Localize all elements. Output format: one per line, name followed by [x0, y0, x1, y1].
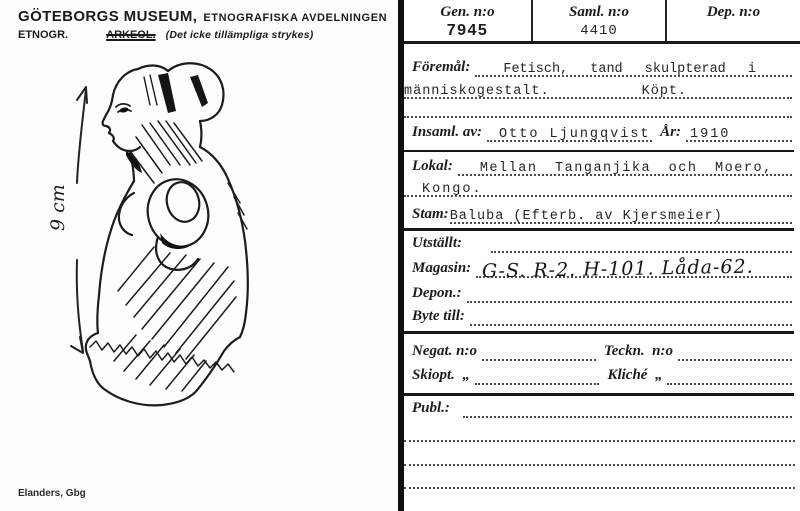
saml-no-label: Saml. n:o	[568, 4, 629, 20]
field-row-publ	[412, 396, 792, 418]
base-hatching	[114, 335, 206, 391]
scale-label: 9 cm	[47, 184, 69, 231]
torso-hatching	[118, 183, 247, 359]
negat-label: Negat. n:o	[412, 343, 477, 359]
strike-instruction-note: (Det icke tillämpliga strykes)	[165, 29, 314, 41]
gen-no-value: 7945	[446, 21, 489, 39]
artifact-sketch	[30, 55, 310, 415]
magasin-label: Magasin:	[412, 260, 472, 276]
dotted-line	[463, 394, 792, 418]
dotted-line	[476, 254, 792, 283]
byte-label: Byte till:	[412, 308, 465, 324]
neck-hatching	[130, 121, 202, 183]
dotted-line	[404, 418, 795, 442]
field-row-byte	[412, 304, 792, 326]
foremal-value-line2a: människogestalt.	[404, 83, 550, 99]
field-row-utstallt	[412, 231, 792, 253]
field-row-stam	[412, 202, 792, 224]
saml-no-value: 4410	[580, 22, 618, 39]
empty-dotted-row	[404, 96, 792, 118]
stam-label: Stam:	[412, 206, 449, 222]
category-etnogr: ETNOGR.	[18, 29, 69, 41]
dotted-line	[470, 302, 792, 326]
museum-header	[18, 8, 387, 26]
gen-no-label: Gen. n:o	[440, 4, 495, 20]
scale-arrow	[71, 87, 87, 353]
dep-no-label: Dep. n:o	[706, 4, 761, 20]
dotted-line	[404, 94, 792, 118]
field-row-depon	[412, 281, 792, 303]
foremal-label: Föremål:	[412, 59, 471, 75]
insaml-value: Otto Ljungqvist	[499, 126, 651, 142]
field-row-magasin	[412, 255, 792, 283]
saml-no-column	[531, 0, 665, 41]
magasin-value: G-S. R-2. H-101. Låda-62.	[482, 255, 755, 283]
skiopt-label: Skiopt. „	[412, 367, 470, 383]
publ-label: Publ.:	[412, 400, 450, 416]
category-line	[18, 29, 313, 41]
fetish-figure-drawing	[86, 63, 248, 405]
dotted-line	[686, 118, 792, 142]
dotted-line	[491, 229, 792, 253]
dotted-line	[487, 118, 652, 142]
empty-dotted-row	[404, 420, 795, 442]
foremal-value-line1: Fetisch, tand skulpterad i	[503, 61, 756, 77]
id-header-row	[404, 0, 800, 44]
dotted-line	[450, 200, 792, 224]
dotted-line	[404, 442, 795, 466]
lokal-value-line2: Kongo.	[422, 181, 483, 197]
category-arkeol-struck: ARKEOL.	[106, 29, 156, 41]
dotted-line	[482, 337, 596, 361]
catalog-card	[398, 0, 800, 511]
dotted-line	[667, 361, 792, 385]
dotted-line	[678, 337, 792, 361]
empty-dotted-row	[404, 444, 795, 466]
dotted-line	[404, 173, 792, 197]
field-row-foremal	[412, 55, 792, 77]
field-row-insaml	[412, 120, 792, 142]
foremal-value-line2b: Köpt.	[641, 83, 688, 99]
utstallt-label: Utställt:	[412, 235, 463, 251]
printer-mark: Elanders, Gbg	[18, 488, 86, 499]
kliche-label: Kliché „	[607, 367, 663, 383]
insaml-label: Insaml. av:	[412, 124, 483, 140]
dotted-line	[404, 465, 795, 489]
field-row-lokal-cont	[404, 175, 792, 197]
depon-label: Depon.:	[412, 285, 462, 301]
lokal-label: Lokal:	[412, 158, 453, 174]
dotted-line	[475, 361, 600, 385]
dotted-line	[475, 53, 792, 77]
teckn-label: Teckn. n:o	[603, 343, 674, 359]
year-value: 1910	[690, 126, 731, 142]
field-row-skiopt-kliche	[412, 363, 792, 385]
section-divider-thick	[404, 331, 794, 334]
year-label: År:	[660, 124, 681, 140]
stam-value: Baluba (Efterb. av Kjersmeier)	[449, 208, 723, 224]
dotted-line	[467, 279, 792, 303]
field-row-negat-teckn	[412, 339, 792, 361]
zigzag-band	[90, 341, 234, 372]
dep-no-column	[665, 0, 800, 41]
gen-no-column	[404, 0, 531, 41]
museum-department: ETNOGRAFISKA AVDELNINGEN	[203, 12, 388, 24]
lokal-value-line1: Mellan Tanganjika och Moero,	[479, 160, 773, 176]
museum-title: GÖTEBORGS MUSEUM,	[18, 8, 198, 25]
empty-dotted-row	[404, 467, 795, 489]
